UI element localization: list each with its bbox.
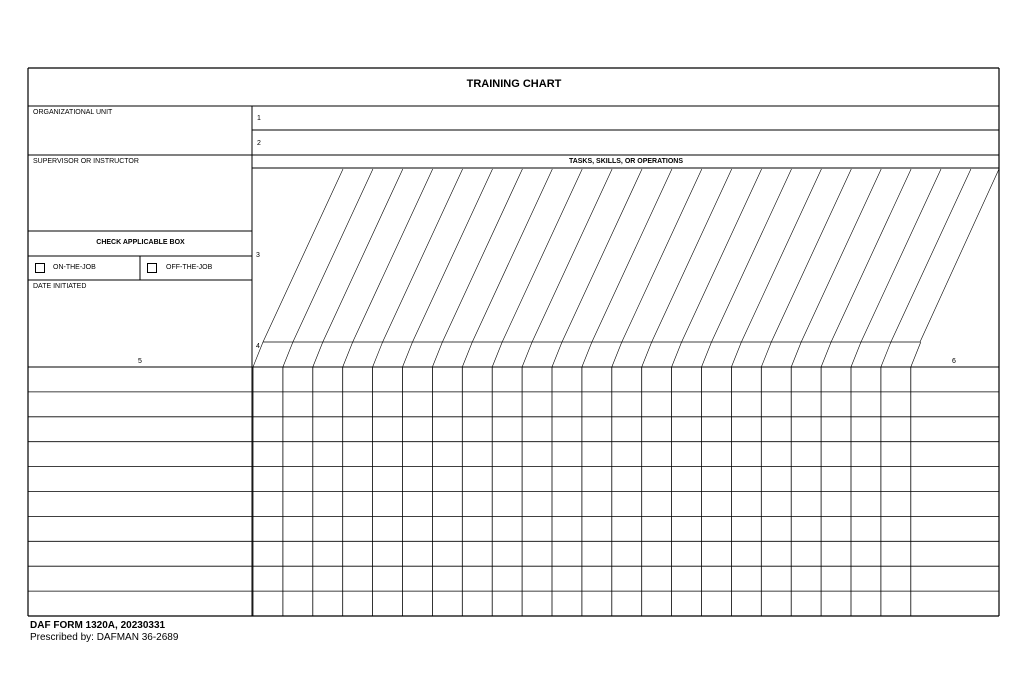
task-tick-line <box>821 342 831 367</box>
task-tick-line <box>343 342 353 367</box>
task-tick-line <box>373 342 383 367</box>
task-slant-line <box>502 169 582 342</box>
task-tick-line <box>761 342 771 367</box>
task-tick-line <box>851 342 861 367</box>
task-slant-line <box>741 169 821 342</box>
task-tick-line <box>702 342 712 367</box>
task-tick-line <box>403 342 413 367</box>
task-slant-line <box>353 169 433 342</box>
block-number-3: 3 <box>256 252 260 259</box>
date-initiated-label: DATE INITIATED <box>33 283 87 290</box>
task-tick-line <box>552 342 562 367</box>
task-tick-line <box>731 342 741 367</box>
task-slant-line <box>592 169 672 342</box>
task-tick-line <box>911 342 921 367</box>
block-number-6: 6 <box>952 358 956 365</box>
task-tick-line <box>432 342 442 367</box>
task-slant-line <box>323 169 403 342</box>
supervisor-label: SUPERVISOR OR INSTRUCTOR <box>33 158 139 165</box>
block-number-5: 5 <box>138 358 142 365</box>
task-tick-line <box>313 342 323 367</box>
task-slant-line <box>472 169 552 342</box>
task-slant-line <box>293 169 373 342</box>
task-slant-boundary <box>920 169 999 342</box>
task-slant-line <box>532 169 612 342</box>
organizational-unit-field[interactable] <box>29 120 251 153</box>
form-number: DAF FORM 1320A, 20230331 <box>30 620 166 631</box>
task-tick-line <box>612 342 622 367</box>
task-tick-line <box>522 342 532 367</box>
task-tick-line <box>283 342 293 367</box>
off-the-job-label: OFF-THE-JOB <box>166 264 213 271</box>
organizational-unit-label: ORGANIZATIONAL UNIT <box>33 109 113 116</box>
task-slant-line <box>712 169 792 342</box>
task-tick-line <box>462 342 472 367</box>
task-slant-line <box>831 169 911 342</box>
task-slant-line <box>771 169 851 342</box>
task-slant-line <box>682 169 762 342</box>
task-tick-line <box>642 342 652 367</box>
task-tick-line <box>672 342 682 367</box>
task-slant-line <box>891 169 971 342</box>
date-initiated-field[interactable] <box>29 293 251 355</box>
on-the-job-checkbox[interactable] <box>35 263 45 273</box>
tasks-skills-operations-heading: TASKS, SKILLS, OR OPERATIONS <box>568 158 684 165</box>
task-tick-line <box>791 342 801 367</box>
task-slant-line <box>652 169 732 342</box>
task-slant-line <box>442 169 522 342</box>
task-tick-line <box>881 342 891 367</box>
form-title: TRAINING CHART <box>466 78 562 90</box>
task-tick-line <box>492 342 502 367</box>
task-slant-line <box>801 169 881 342</box>
block-2-field[interactable] <box>253 131 999 154</box>
task-tick-line <box>582 342 592 367</box>
task-slant-line <box>263 169 343 342</box>
supervisor-field[interactable] <box>29 168 251 230</box>
check-applicable-box-heading: CHECK APPLICABLE BOX <box>96 239 185 246</box>
task-slant-line <box>562 169 642 342</box>
task-slant-line <box>622 169 702 342</box>
task-slant-line <box>861 169 941 342</box>
block-1-field[interactable] <box>253 107 999 130</box>
task-slant-line <box>413 169 493 342</box>
block-number-2: 2 <box>257 140 261 147</box>
off-the-job-checkbox[interactable] <box>147 263 157 273</box>
prescribed-by: Prescribed by: DAFMAN 36-2689 <box>30 632 179 643</box>
block-number-1: 1 <box>257 115 261 122</box>
on-the-job-label: ON-THE-JOB <box>53 264 96 271</box>
task-slant-line <box>383 169 463 342</box>
block-number-4: 4 <box>256 343 260 350</box>
